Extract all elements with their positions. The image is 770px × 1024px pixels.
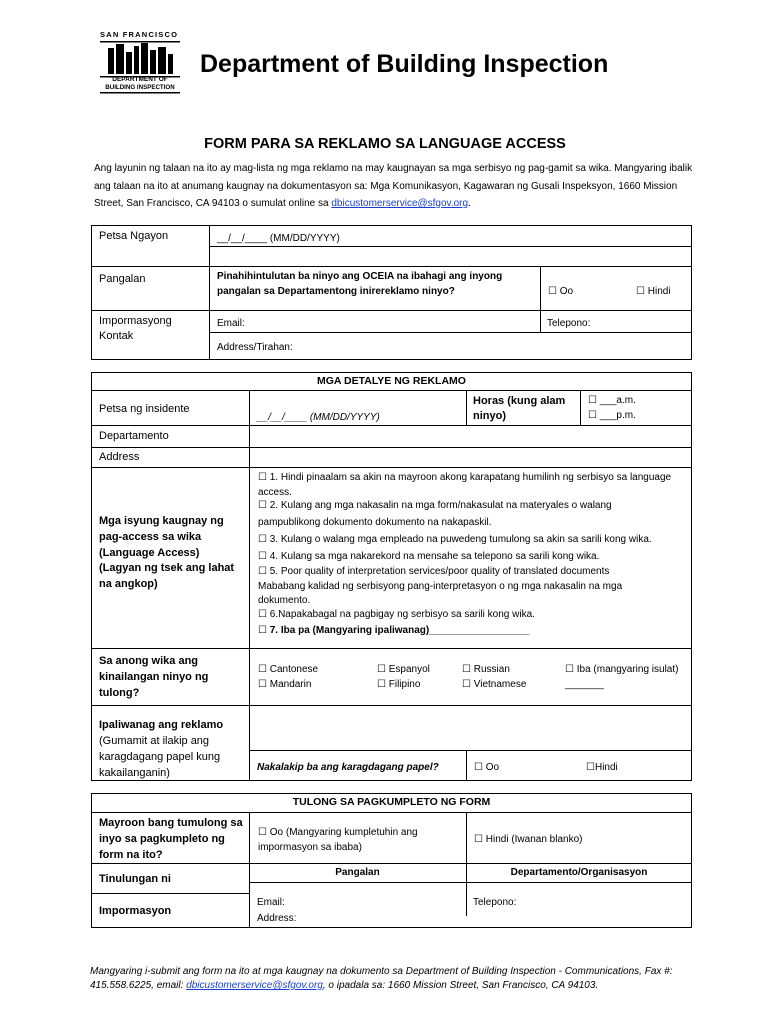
helper-email-field[interactable]: Email: xyxy=(257,897,285,908)
attached-no-option[interactable]: ☐Hindi xyxy=(586,762,618,773)
permission-question-line1: Pinahihintulutan ba ninyo ang OCEIA na ibahagi ang inyong xyxy=(217,271,503,282)
issue-2-option[interactable]: ☐ 2. Kulang ang mga nakasalin na mga form/nakasulat na materyales o walang xyxy=(258,500,612,511)
checkbox-icon[interactable]: ☐ xyxy=(588,395,597,406)
checkbox-icon[interactable]: ☐ xyxy=(258,664,267,675)
explain-field[interactable] xyxy=(250,706,691,749)
footer-note xyxy=(90,965,690,993)
intro-email-link[interactable]: dbicustomerservice@sfgov.org xyxy=(331,198,469,209)
explain-label-2: (Gumamit at ilakip ang xyxy=(99,735,210,747)
lang-filipino-option[interactable]: ☐ Filipino xyxy=(377,679,421,690)
contact-info-label-2: Kontak xyxy=(99,330,134,342)
helper-address-field[interactable]: Address: xyxy=(257,913,297,924)
checkbox-icon[interactable]: ☐ xyxy=(258,679,267,690)
checkbox-icon[interactable]: ☐ xyxy=(565,664,574,675)
language-label-1: Sa anong wika ang xyxy=(99,655,199,667)
lang-other-option[interactable]: ☐ Iba (mangyaring isulat) xyxy=(565,664,679,675)
logo-line2: DEPARTMENT OF xyxy=(112,76,168,83)
explain-label-1: Ipaliwanag ang reklamo xyxy=(99,719,224,731)
checkbox-icon[interactable]: ☐ xyxy=(377,679,386,690)
checkbox-icon[interactable]: ☐ xyxy=(586,762,595,773)
checkbox-icon[interactable]: ☐ xyxy=(377,664,386,675)
checkbox-icon[interactable]: ☐ xyxy=(636,286,645,297)
form-title: FORM PARA SA REKLAMO SA LANGUAGE ACCESS xyxy=(204,136,566,152)
issue-1-option[interactable]: ☐ 1. Hindi pinaalam sa akin na mayroon akong karapatang humilinh ng serbisyo sa language xyxy=(258,472,672,483)
permission-question-line2: pangalan sa Departamentong inirereklamo ninyo? xyxy=(217,286,455,297)
time-pm-option[interactable]: ☐ ___p.m. xyxy=(588,410,636,421)
checkbox-icon[interactable]: ☐ xyxy=(588,410,597,421)
attached-yes-option[interactable]: ☐ Oo xyxy=(474,762,500,773)
assist-heading: TULONG SA PAGKUMPLETO NG FORM xyxy=(292,796,491,808)
lang-mandarin-option[interactable]: ☐ Mandarin xyxy=(258,679,312,690)
checkbox-icon[interactable]: ☐ xyxy=(462,679,471,690)
lang-russian-option[interactable]: ☐ Russian xyxy=(462,664,510,675)
checkbox-icon[interactable]: ☐ xyxy=(474,762,483,773)
issues-label-5: na angkop) xyxy=(99,578,158,590)
lang-espanyol-option[interactable]: ☐ Espanyol xyxy=(377,664,430,675)
date-today-label: Petsa Ngayon xyxy=(99,230,169,242)
issue-7-option[interactable]: ☐ 7. Iba pa (Mangyaring ipaliwanag)__________________ xyxy=(258,625,530,636)
explain-label-4: kakailanganin) xyxy=(99,767,170,779)
phone-field[interactable]: Telepono: xyxy=(547,318,591,329)
help-yes-option[interactable]: ☐ Oo (Mangyaring kumpletuhin ang xyxy=(258,827,418,838)
checkbox-icon[interactable]: ☐ xyxy=(258,566,267,577)
checkbox-icon[interactable]: ☐ xyxy=(258,551,267,562)
intro-paragraph xyxy=(94,160,694,213)
checkbox-icon[interactable]: ☐ xyxy=(258,500,267,511)
footer-text: Mangyaring i-submit ang form na ito at mga kaugnay na dokumento sa Department of Building Inspection - Communications, Fax #: 415.558.6225, email: xyxy=(90,966,673,991)
checkbox-icon[interactable]: ☐ xyxy=(258,609,267,620)
checkbox-icon[interactable]: ☐ xyxy=(474,834,483,845)
helper-name-head: Pangalan xyxy=(335,867,380,878)
page-title: Department of Building Inspection xyxy=(200,50,609,78)
checkbox-icon[interactable]: ☐ xyxy=(462,664,471,675)
logo-line1: SAN FRANCISCO xyxy=(100,30,179,39)
checkbox-icon[interactable]: ☐ xyxy=(548,286,557,297)
issue-1-continued: access. xyxy=(258,487,292,498)
logo-line3: BUILDING INSPECTION xyxy=(105,84,175,91)
lang-other-field[interactable]: _______ xyxy=(565,679,604,690)
footer-email-link[interactable]: dbicustomerservice@sfgov.org xyxy=(186,980,323,991)
help-label-1: Mayroon bang tumulong sa xyxy=(99,817,243,829)
address-label: Address xyxy=(99,451,140,463)
time-label-1: Horas (kung alam xyxy=(473,395,566,407)
permission-no-option[interactable]: ☐ Hindi xyxy=(636,286,671,297)
help-label-2: inyo sa pagkumpleto ng xyxy=(99,833,225,845)
address-field[interactable]: Address/Tirahan: xyxy=(217,342,293,353)
language-label-3: tulong? xyxy=(99,687,140,699)
issue-5-continued-1: Mababang kalidad ng serbisyong pang-interpretasyon o ng mga nakasalin na mga xyxy=(258,581,623,592)
issue-3-option[interactable]: ☐ 3. Kulang o walang mga empleado na puwedeng tumulong sa akin sa sarili kong wika. xyxy=(258,534,652,545)
checkbox-icon[interactable]: ☐ xyxy=(258,827,267,838)
issues-label-4: (Lagyan ng tsek ang lahat xyxy=(99,562,235,574)
explain-label-3: karagdagang papel kung xyxy=(99,751,221,763)
issues-label-2: pag-access sa wika xyxy=(99,531,202,543)
lang-vietnamese-option[interactable]: ☐ Vietnamese xyxy=(462,679,527,690)
footer-text-end: , o ipadala sa: 1660 Mission Street, San Francisco, CA 94103. xyxy=(322,980,599,991)
issues-label-1: Mga isyung kaugnay ng xyxy=(99,515,224,527)
issues-label-3: (Language Access) xyxy=(99,547,200,559)
issue-2-continued: pampublikong dokumento dokumento na nakapaskil. xyxy=(258,517,492,528)
helper-label: Tinulungan ni xyxy=(99,873,171,885)
checkbox-icon[interactable]: ☐ xyxy=(258,534,267,545)
help-no-option[interactable]: ☐ Hindi (Iwanan blanko) xyxy=(474,834,583,845)
incident-date-label: Petsa ng insidente xyxy=(99,403,190,415)
department-label: Departamento xyxy=(99,430,169,442)
date-today-field[interactable]: __/__/____ (MM/DD/YYYY) xyxy=(217,233,340,244)
permission-yes-option[interactable]: ☐ Oo xyxy=(548,286,574,297)
name-label: Pangalan xyxy=(99,273,146,285)
issue-6-option[interactable]: ☐ 6.Napakabagal na pagbigay ng serbisyo sa sarili kong wika. xyxy=(258,609,535,620)
checkbox-icon[interactable]: ☐ xyxy=(258,472,267,483)
language-label-2: kinailangan ninyo ng xyxy=(99,671,209,683)
email-field[interactable]: Email: xyxy=(217,318,245,329)
helper-phone-field[interactable]: Telepono: xyxy=(473,897,517,908)
intro-text-end: . xyxy=(468,198,471,209)
issue-5-continued-2: dokumento. xyxy=(258,595,311,606)
help-label-3: form na ito? xyxy=(99,849,163,861)
assist-table xyxy=(91,793,692,928)
contact-info-label-1: Impormasyong xyxy=(99,315,172,327)
time-am-option[interactable]: ☐ ___a.m. xyxy=(588,395,636,406)
issue-5-option[interactable]: ☐ 5. Poor quality of interpretation services/poor quality of translated documents xyxy=(258,566,610,577)
issue-4-option[interactable]: ☐ 4. Kulang sa mga nakarekord na mensahe sa telepono sa sarili kong wika. xyxy=(258,551,600,562)
time-label-2: ninyo) xyxy=(473,410,506,422)
details-heading: MGA DETALYE NG REKLAMO xyxy=(317,375,466,387)
help-yes-continued: impormasyon sa ibaba) xyxy=(258,842,362,853)
sf-dbi-logo xyxy=(96,30,184,94)
incident-date-field[interactable]: __/__/____ (MM/DD/YYYY) xyxy=(257,412,380,423)
intro-text: Ang layunin ng talaan na ito ay mag-lista ng mga reklamo na may kaugnayan sa mga serbisyo ng pag-gamit sa wika. Mangyaring ibalik ang talaan na ito at anumang kaugnay na dokumentasyon sa: Mga Komunikasyon, Kagawaran ng Gusali Inspeksyon, 1660 Mission Street, San Francisco, CA 94103 o sumulat online sa xyxy=(94,163,693,209)
lang-cantonese-option[interactable]: ☐ Cantonese xyxy=(258,664,319,675)
helper-info-label: Impormasyon xyxy=(99,905,172,917)
helper-dept-head: Departamento/Organisasyon xyxy=(510,867,648,878)
checkbox-icon[interactable]: ☐ xyxy=(258,625,267,636)
attached-question: Nakalakip ba ang karagdagang papel? xyxy=(257,762,439,773)
